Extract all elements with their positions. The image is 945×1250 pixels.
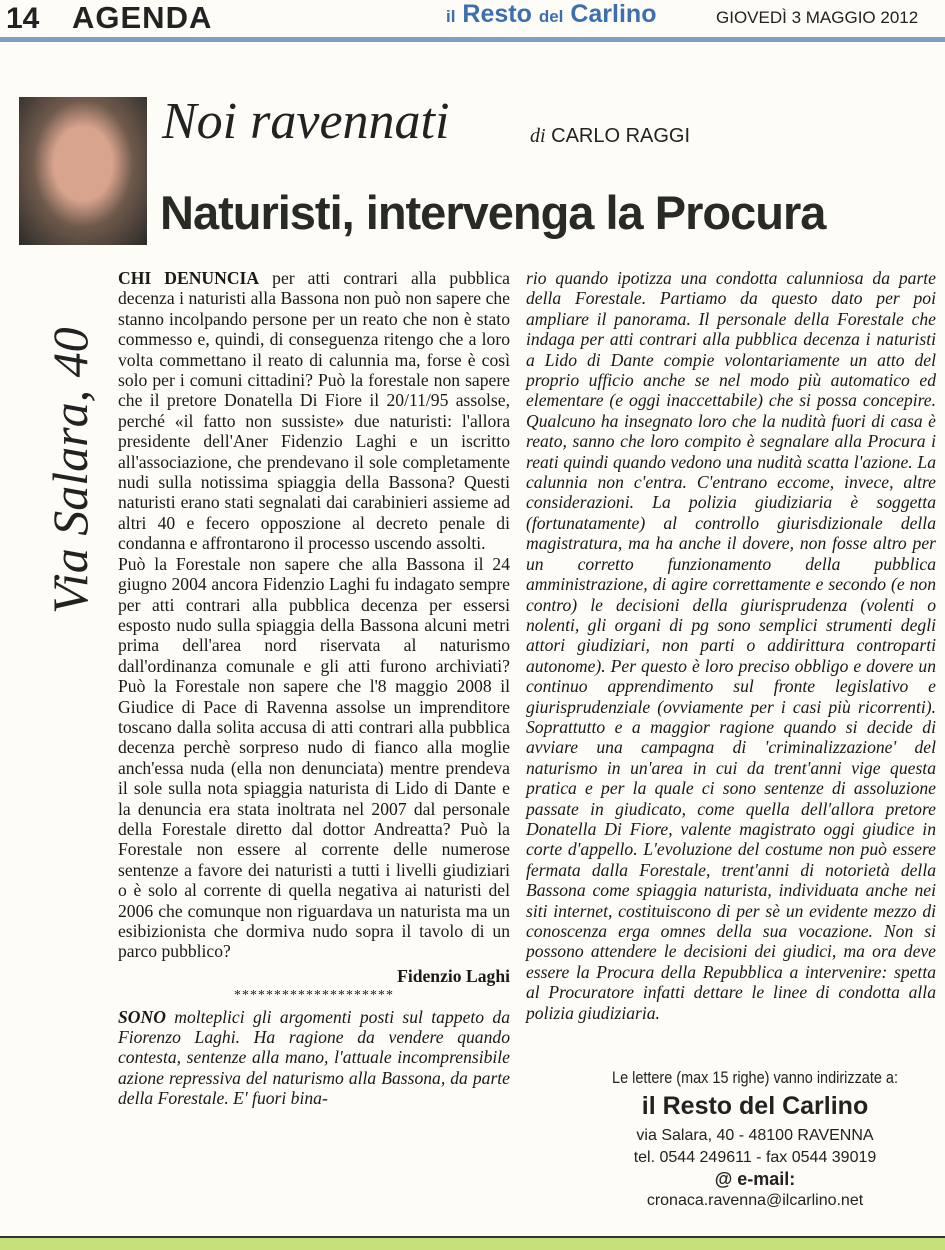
email-label: @ e-mail: [714,1169,796,1189]
issue-date: GIOVEDÌ 3 MAGGIO 2012 [716,8,919,27]
letter-column [118,268,510,1109]
page-number: 14 [6,2,40,35]
column-title: Noi ravennati [162,93,450,150]
letter-paragraph: CHI DENUNCIA per atti contrari alla pubblica decenza i naturisti alla Bassona non può non sapere che stanno incolpando persone per un reato che non è stato commesso e, quindi, di conseguenza ritengo che a loro volta commettano il reato di calunnia ma, forse è così solo per i comuni cittadini? Può la forestale non sapere che il pretore Donatella Di Fiore il 20/11/95 assolse, perché «il fatto non sussiste» due naturisti: l'allora presidente dell'Aner Fidenzio Laghi e un iscritto all'associazione, che prendevano il sole completamente nudi sulla notissima spiaggia della Bassona? Questi naturisti erano stati segnalati dai carabinieri assieme ad altri 40 e fecero opposzione al decreto penale di condanna e affrontarono il processo uscendo assolti. [118,268,510,554]
header-rule [0,37,945,42]
reply-column [526,268,936,1023]
letter-paragraph: Può la Forestale non sapere che alla Bassona il 24 giugno 2004 ancora Fidenzio Laghi fu indagato sempre per atti contrari alla pubblica decenza per essersi esposto nudo sulla spiaggia della Bassona alcuni metri prima dell'area nord riservata al naturismo dall'ordinanza comunale e gli atti furono archiviati? Può la Forestale non sapere che l'8 maggio 2008 il Giudice di Pace di Ravenna assolse un imprenditore toscano dalla solita accusa di atti contrari alla pubblica decenza perchè sorpreso nudo di fianco alla moglie anch'essa nuda (ella non denunciata) mentre prendeva il sole sulla nota spiaggia naturista di Lido di Dante e la denuncia era stata inoltrata nel 2007 dal personale della Forestale diretto dal dottor Andreatta? Può la Forestale non essere al corrente delle numerose sentenze a favore dei naturisti a tutti i livelli giudiziari o è solo al corrente di quella negativa ai naturisti del 2006 che comunque non riguardava un naturista ma un esibizionista che dormiva nudo sopra il tavolo di un parco pubblico? [118,553,510,962]
contact-box [570,1068,940,1212]
reply-paragraph: rio quando ipotizza una condotta calunniosa da parte della Forestale. Partiamo da questo dato per poi ampliare il panorama. Il personale della Forestale che indaga per atti contrari alla pubblica decenza i naturisti a Lido di Dante compie volontariamente un atto del proprio ufficio anche se nel modo più automatico ed elementare (e oggi inaccettabile) che si possa concepire. Qualcuno ha insegnato loro che la nudità fuori di casa è reato, sanno che loro compito è segnalare alla Procura i reati quindi quando vedono una nudità scatta l'azione. La calunnia non c'entra. C'entrano eccome, invece, altre considerazioni. La polizia giudiziaria è soggetta (fortunatamente) al controllo giurisdizionale della magistratura, ma ha anche il dovere, non fosse altro per un corretto funzionamento della pubblica amministrazione, di agire correttamente e secondo (e non contro) le decisioni della giurisprudenza (volenti o nolenti, gli organi di pg sono semplici strumenti degli attori giudiziari, non parti o addirittura controparti autonome). Per questo è loro preciso obbligo e dovere un continuo apprendimento sul fronte legislativo e giurisprudenziale (ovviamente per i casi più ricorrenti). Soprattutto e a maggior ragione quando si decide di avviare una campagna di 'criminalizzazione' del naturismo in un'area in cui da trent'anni vige questa pratica e per la quale ci sono sentenze di assoluzione passate in giudicato, come quella dell'allora pretore Donatella Di Fiore, valente magistrato oggi giudice in corte d'appello. L'evoluzione del costume non può essere fermata dalla Forestale, trent'anni di notorietà della Bassona come spiaggia naturista, individuata anche nei siti internet, costituiscono di per sè un evidente mezzo di conoscenza erga omnes della sua vocazione. Non si possono attendere le decisioni dei giudici, ma ora deve essere la Procura della Repubblica a intervenire: spetta al Procuratore infatti dettare le linee di condotta alla polizia giudiziaria. [526,268,936,1023]
separator: ******************** [234,988,394,1004]
letter-signature: Fidenzio Laghi [397,965,510,986]
byline: di CARLO RAGGI [530,125,691,147]
contact-intro: Le lettere (max 15 righe) vanno indirizzate a: [612,1068,898,1087]
footer-band [0,1236,945,1250]
headline: Naturisti, intervenga la Procura [160,186,826,239]
contact-name: il Resto del Carlino [641,1092,869,1120]
page-header [0,0,945,40]
newspaper-logo: il Resto del Carlino [446,0,657,28]
contact-address: via Salara, 40 - 48100 RAVENNA [636,1127,874,1144]
contact-email[interactable]: cronaca.ravenna@ilcarlino.net [646,1192,864,1209]
section-name: AGENDA [72,0,213,35]
side-label: Via Salara, 40 [42,327,98,614]
contact-phone: tel. 0544 249611 - fax 0544 39019 [633,1149,877,1166]
author-photo [19,97,147,245]
reply-paragraph: SONO molteplici gli argomenti posti sul tappeto da Fiorenzo Laghi. Ha ragione da vendere quando contesta, sentenze alla mano, l'attuale incomprensibile azione repressiva del naturismo alla Bassona, da parte della Forestale. E' fuori bina- [118,1006,510,1109]
